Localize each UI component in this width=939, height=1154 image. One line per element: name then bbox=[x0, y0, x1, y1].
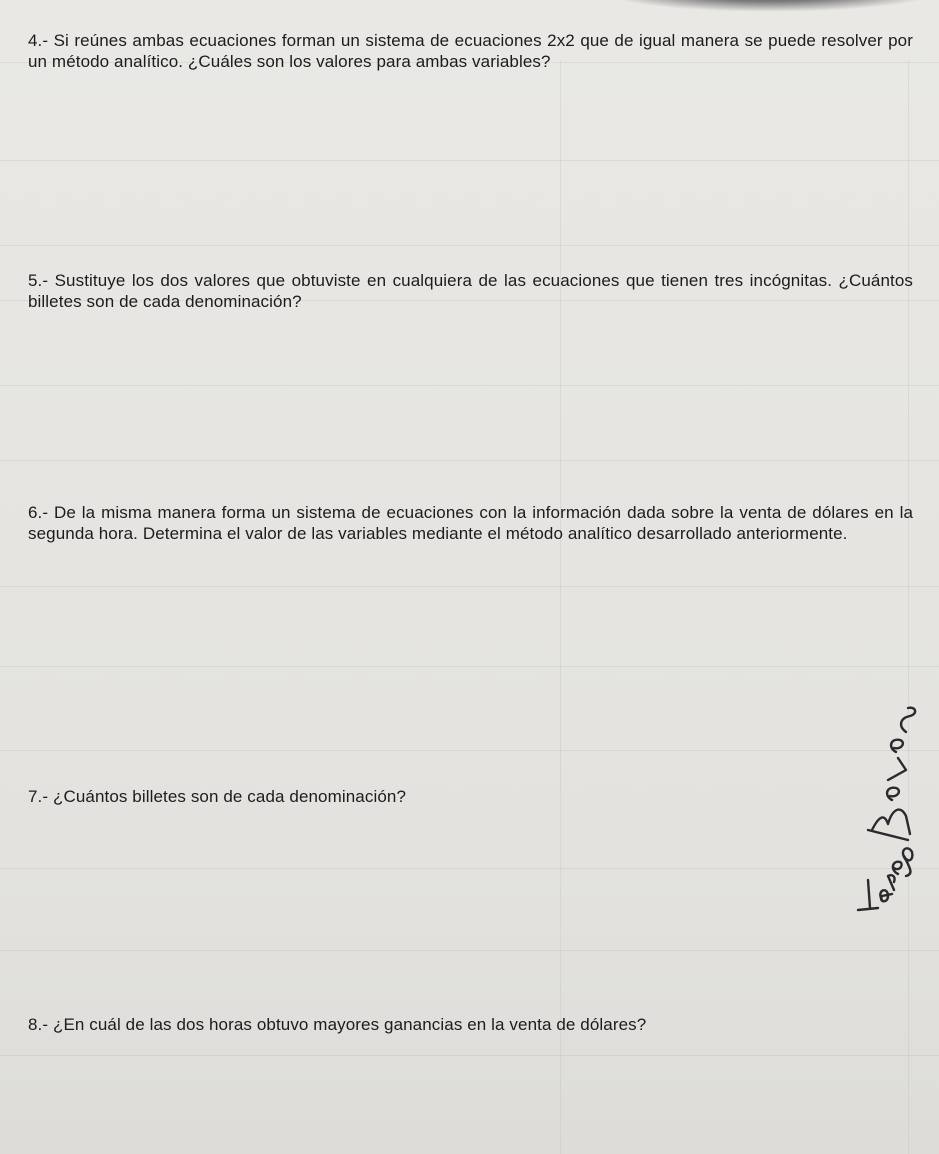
question-number: 8.- bbox=[28, 1015, 49, 1034]
question-number: 6.- bbox=[28, 503, 49, 522]
question-number: 4.- bbox=[28, 31, 49, 50]
question-number: 7.- bbox=[28, 787, 49, 806]
question-number: 5.- bbox=[28, 271, 49, 290]
page-shadow bbox=[600, 0, 939, 12]
question-text: Sustituye los dos valores que obtuviste en cualquiera de las ecuaciones que tienen tres incógnitas. ¿Cuántos billetes son de cada denominación? bbox=[28, 271, 913, 311]
question-text: De la misma manera forma un sistema de ecuaciones con la información dada sobre la venta de dólares en la segunda hora. Determina el valor de las variables mediante el método analítico desarrollado anteriormente. bbox=[28, 503, 913, 543]
question-4 bbox=[28, 30, 913, 72]
handwriting-image bbox=[848, 700, 932, 920]
handwritten-note bbox=[848, 700, 932, 920]
question-5 bbox=[28, 270, 913, 312]
question-8 bbox=[28, 1014, 913, 1035]
question-7 bbox=[28, 786, 913, 807]
question-6 bbox=[28, 502, 913, 544]
question-text: ¿Cuántos billetes son de cada denominación? bbox=[52, 787, 406, 806]
question-text: ¿En cuál de las dos horas obtuvo mayores ganancias en la venta de dólares? bbox=[52, 1015, 647, 1034]
question-text: Si reúnes ambas ecuaciones forman un sistema de ecuaciones 2x2 que de igual manera se puede resolver por un método analítico. ¿Cuáles son los valores para ambas variables? bbox=[28, 31, 914, 71]
